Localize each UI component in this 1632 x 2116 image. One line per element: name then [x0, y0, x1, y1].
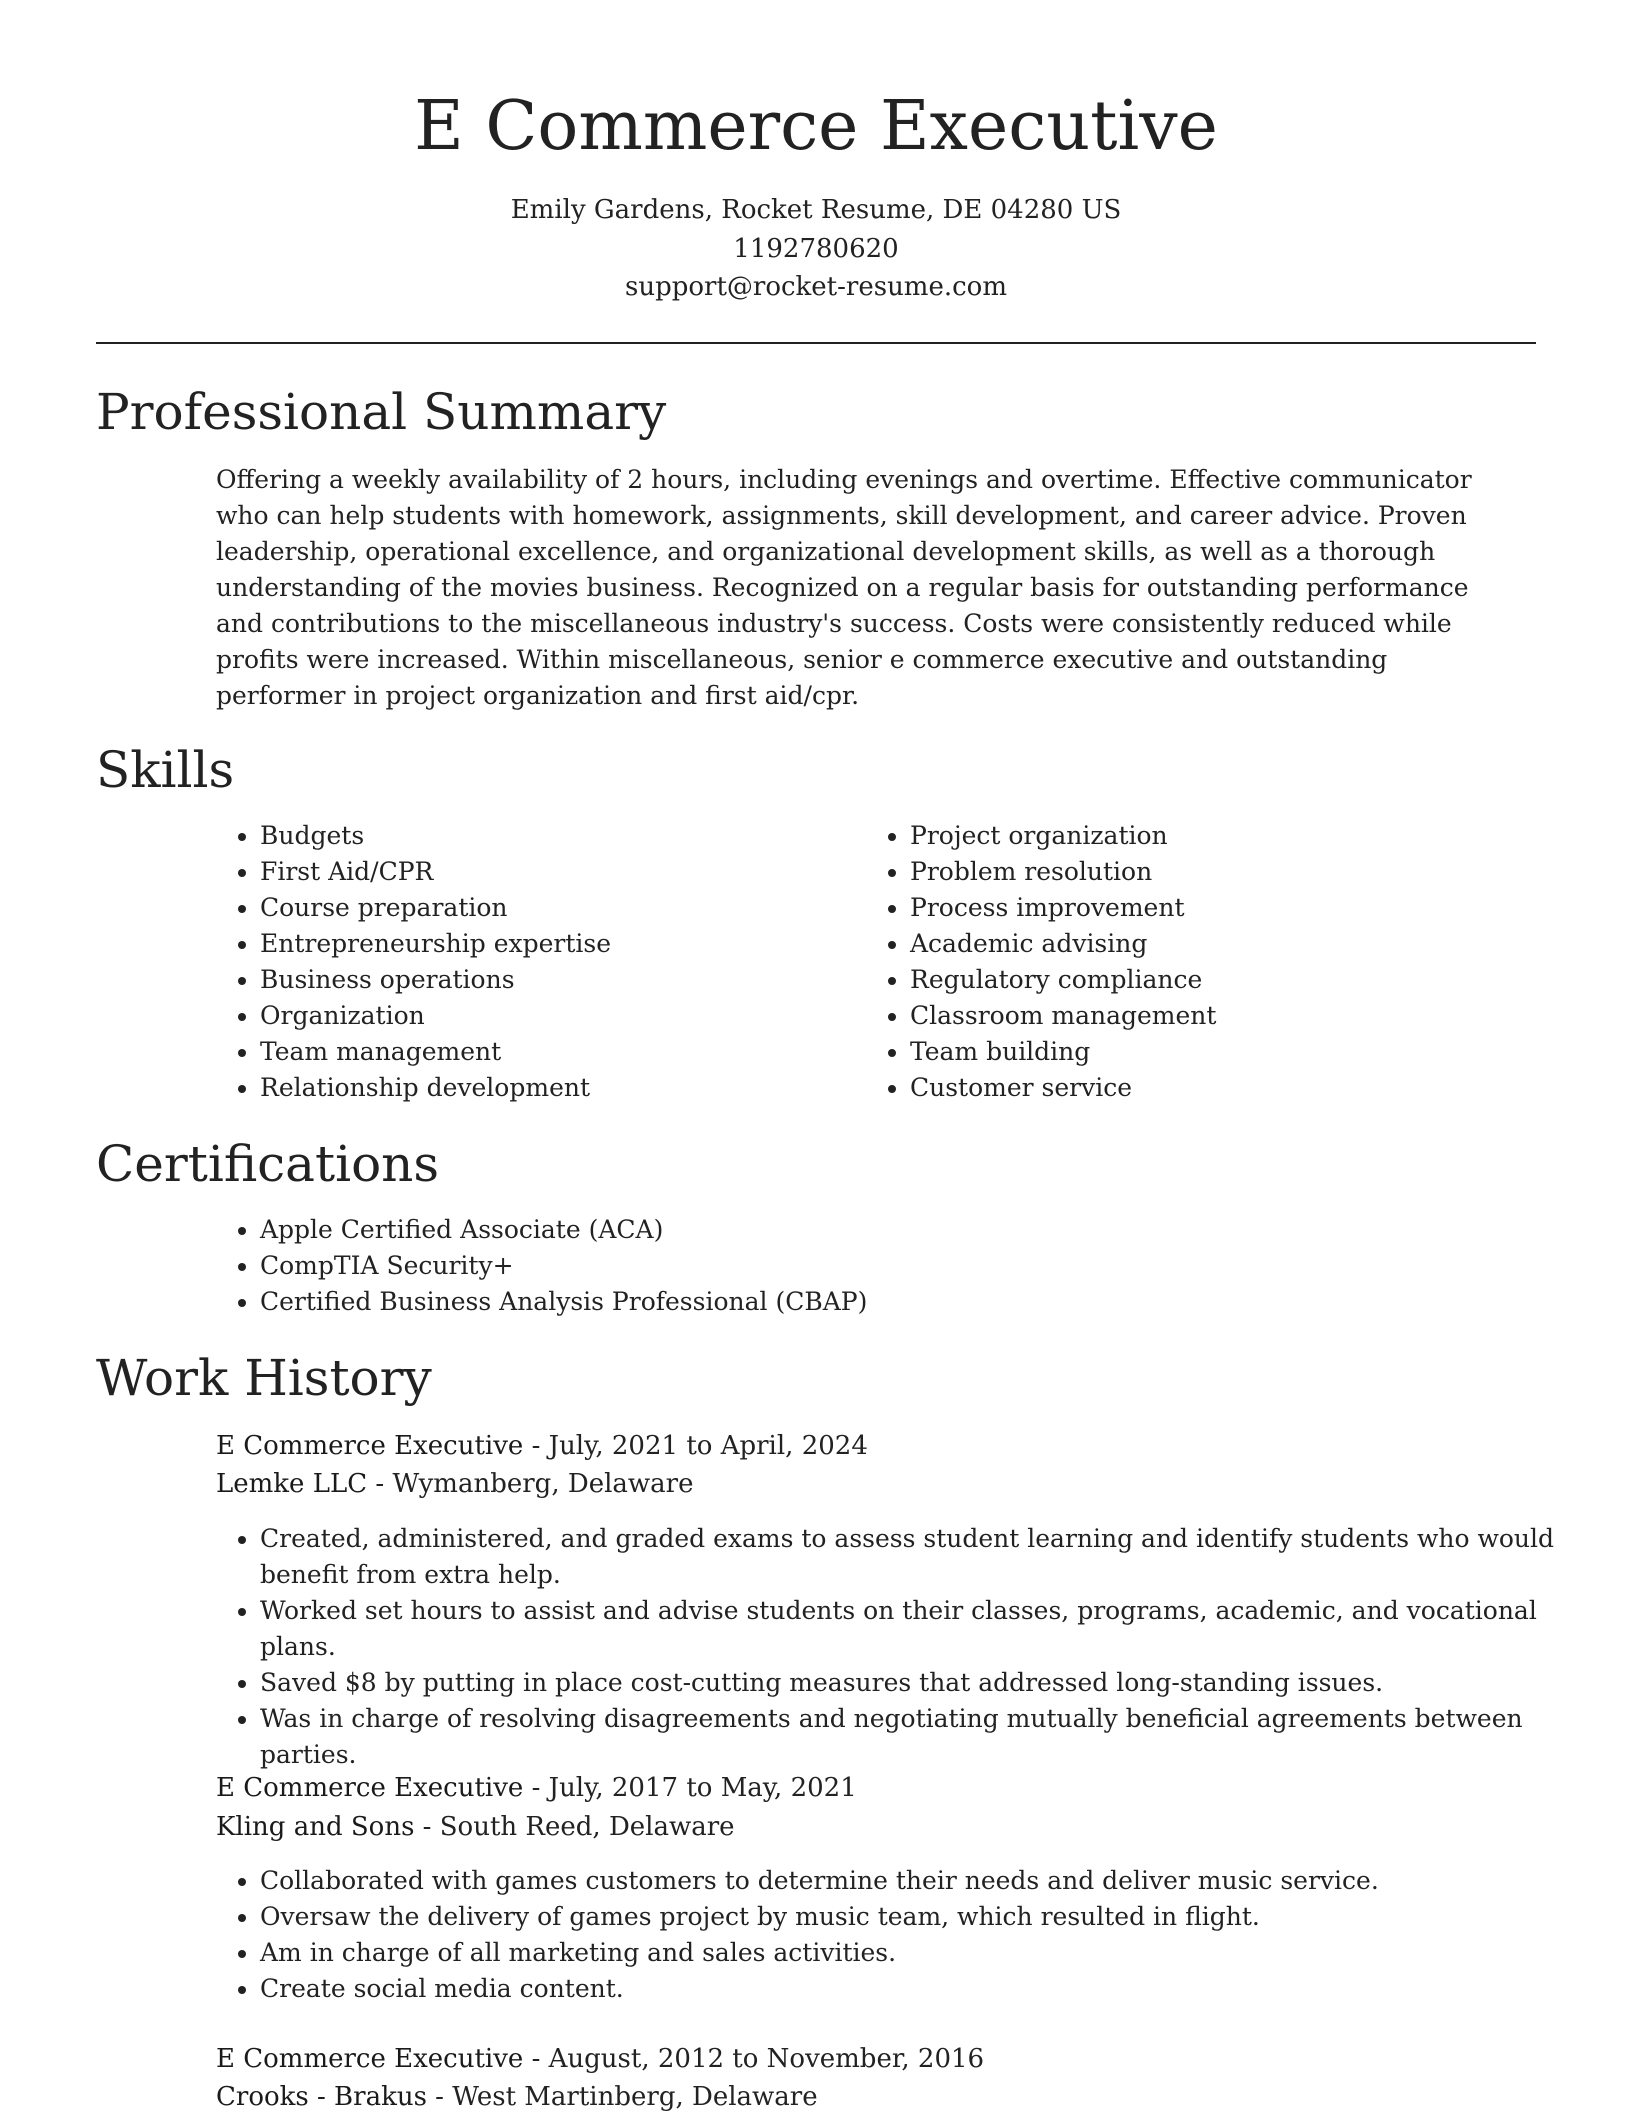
job-bullet: • Worked set hours to assist and advise students on their classes, programs, academic, and vocational plans. [260, 1593, 1560, 1665]
job-separator: - [523, 2044, 549, 2074]
job-title-line [216, 2040, 984, 2078]
job-dates: July, 2017 to May, 2021 [548, 1773, 857, 1803]
section-title-skills: Skills [96, 741, 235, 799]
skill-item: • Course preparation [260, 890, 820, 926]
job-separator: - [523, 1773, 549, 1803]
job-company-line [216, 1808, 735, 1846]
contact-phone: 1192780620 [733, 234, 899, 264]
skill-item: • Business operations [260, 962, 820, 998]
job-location: West Martinberg, Delaware [452, 2082, 818, 2112]
job-title: E Commerce Executive [216, 2044, 524, 2074]
job-title-line [216, 1769, 857, 1807]
certification-item: • CompTIA Security+ [260, 1248, 1560, 1284]
job-company-line [216, 2078, 818, 2116]
section-title-certifications: Certifications [96, 1135, 440, 1193]
job-bullet: • Am in charge of all marketing and sales activities. [260, 1935, 1560, 1971]
skill-item: • Budgets [260, 818, 820, 854]
job-location: Wymanberg, Delaware [392, 1469, 694, 1499]
contact-email: support@rocket-resume.com [624, 272, 1007, 302]
skill-item: • Relationship development [260, 1070, 820, 1106]
resume-name: E Commerce Executive [414, 87, 1218, 166]
skill-item: • Regulatory compliance [910, 962, 1510, 998]
job-bullet: • Saved $8 by putting in place cost-cutting measures that addressed long-standing issues. [260, 1665, 1560, 1701]
skill-item: • Classroom management [910, 998, 1510, 1034]
job-bullet: • Collaborated with games customers to determine their needs and deliver music service. [260, 1863, 1560, 1899]
skill-item: • Project organization [910, 818, 1510, 854]
skill-item: • Customer service [910, 1070, 1510, 1106]
summary-text: Offering a weekly availability of 2 hours, including evenings and overtime. Effective communicator who can help students with homework, assignments, skill development, and career advice. Proven leadership, operational excellence, and organizational development skills, as well as a thorough understanding of the movies business. Recognized on a regular basis for outstanding performance and contributions to the miscellaneous industry's success. Costs were consistently reduced while profits were increased. Within miscellaneous, senior e commerce executive and outstanding performer in project organization and first aid/cpr. [216, 465, 1472, 710]
job-separator: - [414, 1812, 440, 1842]
job-bullets [216, 1521, 1560, 1773]
job-company: Lemke LLC [216, 1469, 368, 1499]
skill-item: • Team building [910, 1034, 1510, 1070]
job-bullet: • Oversaw the delivery of games project by music team, which resulted in flight. [260, 1899, 1560, 1935]
certification-item: • Certified Business Analysis Professional (CBAP) [260, 1284, 1560, 1320]
job-company: Kling and Sons [216, 1812, 415, 1842]
skills-list-right [866, 818, 1510, 1106]
job-separator: - [523, 1431, 549, 1461]
job-separator: - [426, 2082, 453, 2112]
job-dates: July, 2021 to April, 2024 [548, 1431, 868, 1461]
job-title: E Commerce Executive [216, 1773, 524, 1803]
skill-item: • First Aid/CPR [260, 854, 820, 890]
skill-item: • Team management [260, 1034, 820, 1070]
skills-list-left [216, 818, 820, 1106]
job-separator: - [367, 1469, 393, 1499]
job-bullet: • Created, administered, and graded exams to assess student learning and identify students who would benefit from extra help. [260, 1521, 1560, 1593]
skill-item: • Organization [260, 998, 820, 1034]
job-title: E Commerce Executive [216, 1431, 524, 1461]
certifications-list [216, 1212, 1560, 1320]
section-title-work-history: Work History [96, 1349, 432, 1407]
job-bullet: • Was in charge of resolving disagreements and negotiating mutually beneficial agreements between parties. [260, 1701, 1560, 1773]
job-bullet: • Create social media content. [260, 1971, 1560, 2007]
contact-address: Emily Gardens, Rocket Resume, DE 04280 US [510, 195, 1122, 225]
skill-item: • Problem resolution [910, 854, 1510, 890]
skill-item: • Entrepreneurship expertise [260, 926, 820, 962]
header-divider [96, 342, 1536, 344]
skill-item: • Process improvement [910, 890, 1510, 926]
job-title-line [216, 1427, 868, 1465]
job-company: Crooks - Brakus [216, 2082, 427, 2112]
section-title-summary: Professional Summary [96, 383, 667, 441]
job-dates: August, 2012 to November, 2016 [548, 2044, 985, 2074]
job-company-line [216, 1465, 693, 1503]
certification-item: • Apple Certified Associate (ACA) [260, 1212, 1560, 1248]
job-bullets [216, 1863, 1560, 2007]
skill-item: • Academic advising [910, 926, 1510, 962]
job-location: South Reed, Delaware [439, 1812, 735, 1842]
